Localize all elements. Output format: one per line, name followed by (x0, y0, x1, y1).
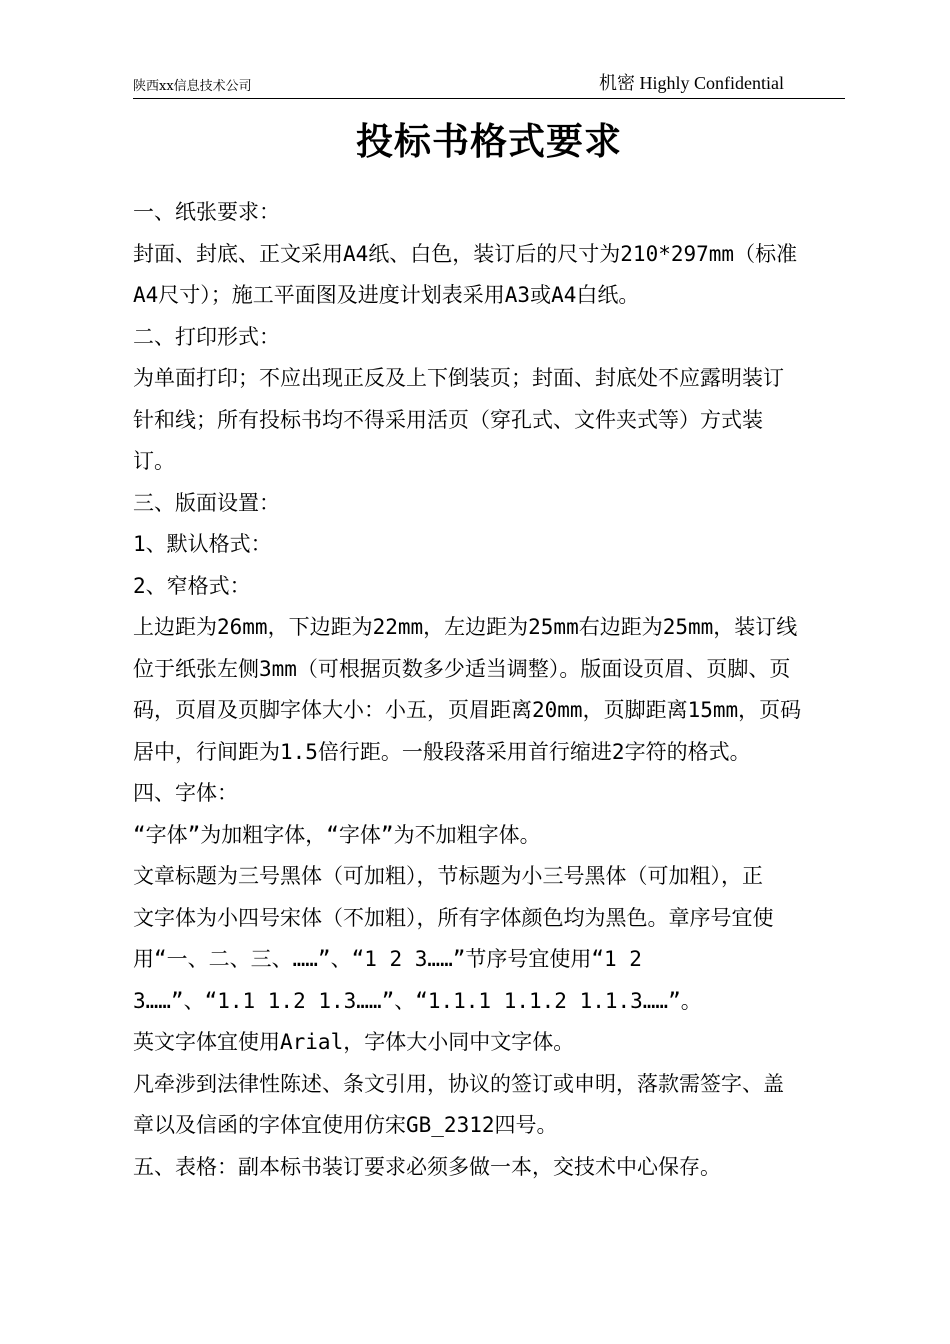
subsection-default-format: 1、默认格式： (133, 532, 272, 556)
section-heading-font: 四、字体： (133, 781, 238, 805)
body-line: 章以及信函的字体宜使用仿宋GB_2312四号。 (133, 1113, 558, 1137)
body-line: 居中，行间距为1.5倍行距。一般段落采用首行缩进2字符的格式。 (133, 739, 751, 764)
header-classification: 机密 Highly Confidential (599, 73, 784, 93)
section-heading-paper: 一、纸张要求： (133, 200, 280, 224)
body-line: A4尺寸）；施工平面图及进度计划表采用A3或A4白纸。 (133, 283, 640, 307)
body-line: 凡牵涉到法律性陈述、条文引用，协议的签订或申明，落款需签字、盖 (133, 1071, 784, 1096)
body-line: 订。 (133, 449, 175, 473)
body-line: 为单面打印；不应出现正反及上下倒装页；封面、封底处不应露明装订 (133, 366, 784, 390)
body-line: 封面、封底、正文采用A4纸、白色，装订后的尺寸为210*297mm（标准 (133, 241, 798, 266)
body-line: “字体”为加粗字体，“字体”为不加粗字体。 (133, 822, 541, 847)
subsection-narrow-format: 2、窄格式： (133, 573, 251, 598)
body-line: 上边距为26mm，下边距为22mm，左边距为25mm右边距为25mm，装订线 (133, 615, 798, 639)
body-line: 英文字体宜使用Arial，字体大小同中文字体。 (133, 1030, 575, 1054)
section-heading-layout: 三、版面设置： (133, 490, 280, 515)
header-company: 陕西xx信息技术公司 (133, 79, 252, 94)
document-body (133, 192, 845, 1188)
page-header (133, 70, 845, 99)
section-heading-print: 二、打印形式： (133, 324, 280, 349)
section-heading-table: 五、表格：副本标书装订要求必须多做一本，交技术中心保存。 (133, 1154, 721, 1179)
body-line: 针和线；所有投标书均不得采用活页（穿孔式、文件夹式等）方式装 (133, 407, 763, 432)
body-line: 文字体为小四号宋体（不加粗），所有字体颜色均为黑色。章序号宜使 (133, 905, 774, 930)
body-line: 码，页眉及页脚字体大小：小五，页眉距离20mm，页脚距离15mm，页码 (133, 698, 802, 722)
body-line: 3……”、“1.1 1.2 1.3……”、“1.1.1 1.1.2 1.1.3……”。 (133, 988, 702, 1013)
body-line: 用“一、二、三、……”、“1 2 3……”节序号宜使用“1 2 (133, 947, 642, 971)
document-title: 投标书格式要求 (356, 120, 622, 163)
body-line: 文章标题为三号黑体（可加粗），节标题为小三号黑体（可加粗），正 (133, 864, 763, 888)
body-line: 位于纸张左侧3mm（可根据页数多少适当调整）。版面设页眉、页脚、页 (133, 656, 791, 681)
